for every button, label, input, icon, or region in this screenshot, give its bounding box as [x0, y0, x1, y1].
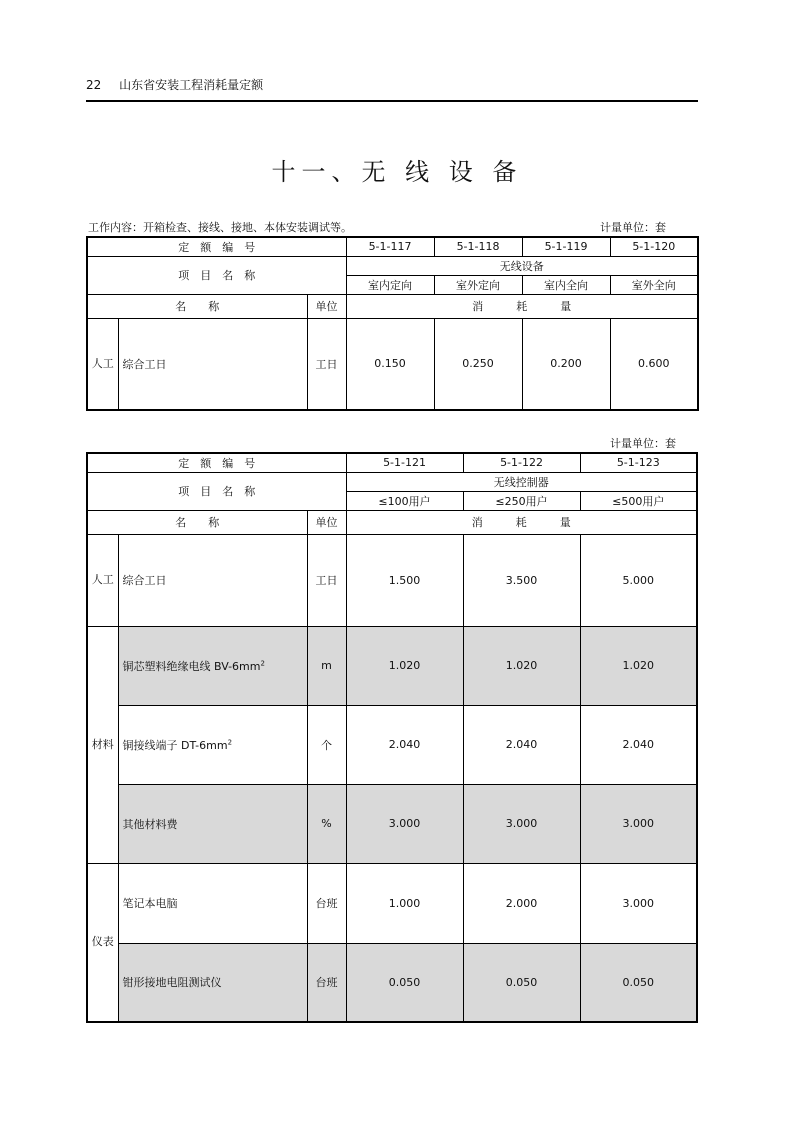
sub-item: 室内全向	[522, 275, 610, 294]
item-name-label: 项 目 名 称	[87, 256, 346, 294]
value-cell: 2.000	[463, 863, 580, 943]
quota-table-wireless-equipment	[86, 236, 699, 411]
value-cell: 0.200	[522, 318, 610, 410]
value-cell: 3.000	[463, 784, 580, 863]
unit-column-header: 单位	[307, 294, 346, 318]
value-cell: 0.150	[346, 318, 434, 410]
section-title: 十一、无 线 设 备	[271, 158, 523, 186]
sub-item: 室内定向	[346, 275, 434, 294]
resource-unit: 工日	[307, 534, 346, 626]
value-cell: 5.000	[580, 534, 697, 626]
work-content: 工作内容：开箱检查、接线、接地、本体安装调试等。	[88, 221, 352, 234]
category-labor: 人工	[87, 534, 118, 626]
header-rule	[86, 100, 698, 102]
consumption-header: 消 耗 量	[346, 510, 697, 534]
table-row	[87, 943, 697, 1022]
table-row	[87, 705, 697, 784]
resource-unit: m	[307, 626, 346, 705]
category-instrument: 仪表	[87, 863, 118, 1022]
sub-item: ≤500用户	[580, 491, 697, 510]
page-number: 22	[86, 78, 102, 92]
page-header	[86, 76, 263, 93]
sub-item: 室外定向	[434, 275, 522, 294]
resource-name: 钳形接地电阻测试仪	[118, 943, 307, 1022]
quota-code: 5-1-118	[434, 237, 522, 256]
value-cell: 2.040	[580, 705, 697, 784]
sub-item: 室外全向	[610, 275, 698, 294]
item-name-label: 项 目 名 称	[87, 472, 346, 510]
table-row	[87, 863, 697, 943]
resource-unit: 工日	[307, 318, 346, 410]
quota-code: 5-1-119	[522, 237, 610, 256]
quota-code: 5-1-117	[346, 237, 434, 256]
code-label: 定 额 编 号	[87, 453, 346, 472]
value-cell: 3.000	[580, 863, 697, 943]
value-cell: 2.040	[463, 705, 580, 784]
value-cell: 1.020	[463, 626, 580, 705]
resource-name: 综合工日	[118, 534, 307, 626]
unit-label-1: 计量单位：套	[600, 221, 666, 234]
resource-unit: 台班	[307, 943, 346, 1022]
value-cell: 2.040	[346, 705, 463, 784]
consumption-header: 消 耗 量	[346, 294, 698, 318]
table-row	[87, 626, 697, 705]
sub-item: ≤250用户	[463, 491, 580, 510]
quota-table-wireless-controller	[86, 452, 698, 1023]
quota-code: 5-1-121	[346, 453, 463, 472]
value-cell: 0.050	[463, 943, 580, 1022]
value-cell: 1.020	[580, 626, 697, 705]
quota-code: 5-1-120	[610, 237, 698, 256]
category-labor: 人工	[87, 318, 118, 410]
table-row	[87, 318, 698, 410]
resource-name: 铜芯塑料绝缘电线 $BV-6mm^2$	[118, 626, 307, 705]
resource-name: 铜接线端子 $DT-6mm^2$	[118, 705, 307, 784]
quota-code: 5-1-123	[580, 453, 697, 472]
value-cell: 0.050	[580, 943, 697, 1022]
resource-name: 综合工日	[118, 318, 307, 410]
table-row	[87, 534, 697, 626]
name-column-header: 名 称	[87, 294, 307, 318]
value-cell: 3.000	[580, 784, 697, 863]
book-title: 山东省安装工程消耗量定额	[119, 78, 264, 92]
group-name: 无线设备	[346, 256, 698, 275]
value-cell: 1.000	[346, 863, 463, 943]
unit-label-2: 计量单位：套	[610, 437, 676, 450]
value-cell: 0.600	[610, 318, 698, 410]
value-cell: 0.250	[434, 318, 522, 410]
value-cell: 0.050	[346, 943, 463, 1022]
unit-column-header: 单位	[307, 510, 346, 534]
code-label: 定 额 编 号	[87, 237, 346, 256]
resource-name: 笔记本电脑	[118, 863, 307, 943]
value-cell: 3.500	[463, 534, 580, 626]
resource-unit: %	[307, 784, 346, 863]
name-column-header: 名 称	[87, 510, 307, 534]
quota-code: 5-1-122	[463, 453, 580, 472]
value-cell: 1.500	[346, 534, 463, 626]
resource-unit: 台班	[307, 863, 346, 943]
resource-name: 其他材料费	[118, 784, 307, 863]
value-cell: 1.020	[346, 626, 463, 705]
group-name: 无线控制器	[346, 472, 697, 491]
table-row	[87, 784, 697, 863]
value-cell: 3.000	[346, 784, 463, 863]
sub-item: ≤100用户	[346, 491, 463, 510]
resource-unit: 个	[307, 705, 346, 784]
category-material: 材料	[87, 626, 118, 863]
